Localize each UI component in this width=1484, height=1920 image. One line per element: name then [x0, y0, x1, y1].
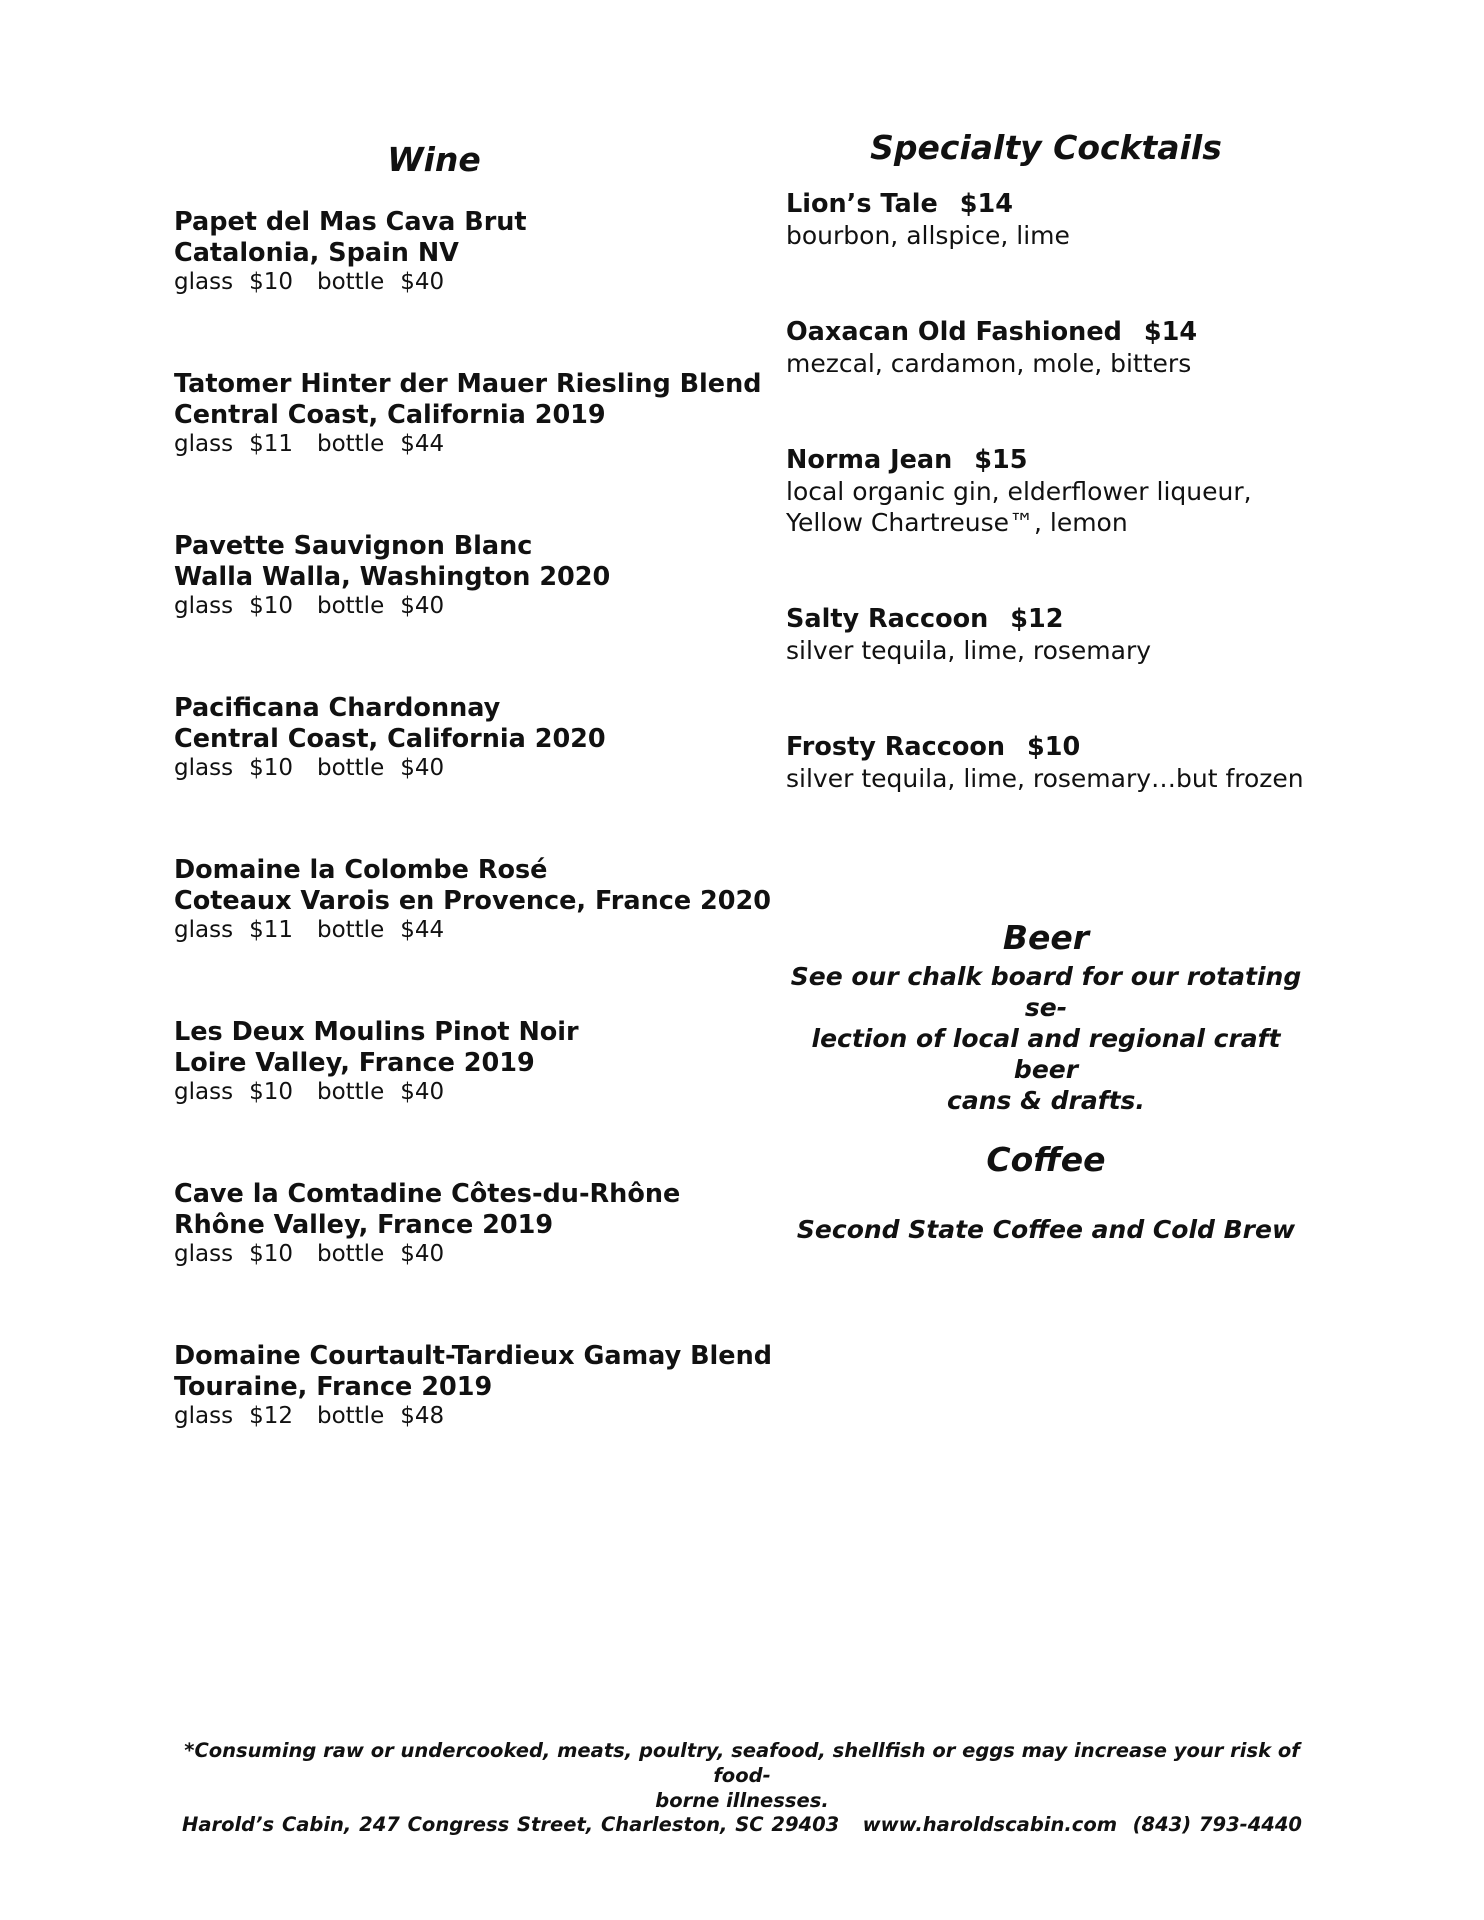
- bottle-price: $44: [400, 917, 445, 943]
- bottle-label: bottle: [316, 1079, 385, 1105]
- beer-line: See our chalk board for our rotating se-: [790, 962, 1302, 1022]
- cocktail-name: Salty Raccoon: [786, 604, 989, 634]
- wine-origin: Catalonia, Spain NV: [174, 238, 459, 268]
- glass-label: glass: [174, 431, 234, 457]
- cocktail-description: silver tequila, lime, rosemary…but frozen: [786, 764, 1304, 793]
- food-disclaimer: [174, 1738, 1310, 1813]
- wine-name: Domaine Courtault-Tardieux Gamay Blend: [174, 1341, 772, 1371]
- glass-price: $11: [249, 917, 293, 943]
- coffee-section: [786, 1140, 1306, 1244]
- glass-price: $10: [249, 1241, 293, 1267]
- coffee-description: Second State Coffee and Cold Brew: [796, 1215, 1296, 1244]
- disclaimer-line: borne illnesses.: [655, 1789, 829, 1812]
- cocktail-heading: [786, 445, 1306, 476]
- bottle-label: bottle: [316, 1241, 385, 1267]
- glass-label: glass: [174, 593, 234, 619]
- glass-price: $10: [249, 269, 293, 295]
- cocktail-price: $14: [1143, 317, 1198, 347]
- wine-item: [174, 207, 774, 295]
- wine-origin: Central Coast, California 2019: [174, 400, 606, 430]
- cocktail-price: $15: [974, 445, 1028, 475]
- glass-label: glass: [174, 1079, 234, 1105]
- glass-price: $11: [249, 431, 293, 457]
- price-line: [174, 269, 774, 295]
- bottle-price: $40: [400, 593, 445, 619]
- price-line: [174, 1403, 774, 1429]
- cocktail-heading: [786, 604, 1306, 635]
- cocktail-price: $14: [959, 189, 1013, 219]
- cocktail-description: local organic gin, elderflower liqueur,: [786, 477, 1252, 506]
- cocktail-description: silver tequila, lime, rosemary: [786, 636, 1152, 665]
- beer-description: [786, 961, 1306, 1116]
- bottle-price: $40: [400, 755, 445, 781]
- price-line: [174, 1241, 774, 1267]
- wine-name: Domaine la Colombe Rosé: [174, 855, 548, 885]
- glass-price: $12: [249, 1403, 293, 1429]
- cocktail-description: mezcal, cardamon, mole, bitters: [786, 349, 1192, 378]
- disclaimer-line: *Consuming raw or undercooked, meats, poultry, seafood, shellfish or eggs may increase your risk of food-: [184, 1739, 1300, 1787]
- cocktail-item: [786, 317, 1306, 379]
- cocktails-section: [786, 128, 1306, 860]
- glass-label: glass: [174, 1241, 234, 1267]
- price-line: [174, 755, 774, 781]
- wine-name: Cave la Comtadine Côtes-du-Rhône: [174, 1179, 681, 1209]
- price-line: [174, 593, 774, 619]
- glass-price: $10: [249, 1079, 293, 1105]
- price-line: [174, 917, 774, 943]
- wine-name: Tatomer Hinter der Mauer Riesling Blend: [174, 369, 762, 399]
- wine-name: Les Deux Moulins Pinot Noir: [174, 1017, 579, 1047]
- wine-item: [174, 1341, 774, 1429]
- wine-origin: Touraine, France 2019: [174, 1372, 493, 1402]
- beer-line: lection of local and regional craft beer: [811, 1024, 1281, 1084]
- cocktail-heading: [786, 732, 1306, 763]
- cocktail-item: [786, 732, 1306, 794]
- cocktail-item: [786, 445, 1306, 538]
- coffee-title: Coffee: [986, 1140, 1106, 1179]
- cocktail-heading: [786, 317, 1306, 348]
- beer-title: Beer: [1002, 918, 1090, 957]
- beer-section: [786, 918, 1306, 1116]
- glass-label: glass: [174, 1403, 234, 1429]
- cocktail-name: Oaxacan Old Fashioned: [786, 317, 1122, 347]
- bottle-label: bottle: [316, 917, 385, 943]
- price-line: [174, 1079, 774, 1105]
- cocktail-name: Frosty Raccoon: [786, 732, 1006, 762]
- bottle-price: $48: [400, 1403, 445, 1429]
- cocktail-description: bourbon, allspice, lime: [786, 221, 1070, 250]
- wine-origin: Central Coast, California 2020: [174, 724, 606, 754]
- wine-item: [174, 531, 774, 619]
- cocktail-name: Norma Jean: [786, 445, 953, 475]
- bottle-label: bottle: [316, 269, 385, 295]
- glass-price: $10: [249, 755, 293, 781]
- wine-name: Pacificana Chardonnay: [174, 693, 501, 723]
- wine-name: Papet del Mas Cava Brut: [174, 207, 527, 237]
- wine-name: Pavette Sauvignon Blanc: [174, 531, 533, 561]
- bottle-price: $44: [400, 431, 445, 457]
- wine-item: [174, 369, 774, 457]
- wine-item: [174, 1017, 774, 1105]
- cocktails-title: Specialty Cocktails: [870, 128, 1222, 167]
- glass-price: $10: [249, 593, 293, 619]
- wine-origin: Coteaux Varois en Provence, France 2020: [174, 886, 771, 916]
- bottle-label: bottle: [316, 593, 385, 619]
- cocktail-description-line2: Yellow Chartreuse™, lemon: [786, 508, 1128, 537]
- cocktail-price: $10: [1027, 732, 1081, 762]
- bottle-label: bottle: [316, 1403, 385, 1429]
- beer-line: cans & drafts.: [947, 1086, 1145, 1115]
- wine-origin: Loire Valley, France 2019: [174, 1048, 535, 1078]
- footer-address: [174, 1812, 1310, 1837]
- glass-label: glass: [174, 269, 234, 295]
- wine-item: [174, 1179, 774, 1267]
- wine-section: [174, 140, 774, 1429]
- cocktail-item: [786, 604, 1306, 666]
- cocktail-item: [786, 189, 1306, 251]
- glass-label: glass: [174, 917, 234, 943]
- bottle-label: bottle: [316, 431, 385, 457]
- price-line: [174, 431, 774, 457]
- wine-origin: Rhône Valley, France 2019: [174, 1210, 554, 1240]
- bottle-price: $40: [400, 1241, 445, 1267]
- cocktail-price: $12: [1010, 604, 1064, 634]
- wine-item: [174, 855, 774, 943]
- wine-title: Wine: [387, 140, 481, 179]
- bottle-label: bottle: [316, 755, 385, 781]
- bottle-price: $40: [400, 1079, 445, 1105]
- wine-origin: Walla Walla, Washington 2020: [174, 562, 611, 592]
- cocktail-heading: [786, 189, 1306, 220]
- glass-label: glass: [174, 755, 234, 781]
- address-line: Harold’s Cabin, 247 Congress Street, Charleston, SC 29403 www.haroldscabin.com (843) 793-4440: [182, 1813, 1302, 1836]
- wine-item: [174, 693, 774, 781]
- cocktail-name: Lion’s Tale: [786, 189, 938, 219]
- bottle-price: $40: [400, 269, 445, 295]
